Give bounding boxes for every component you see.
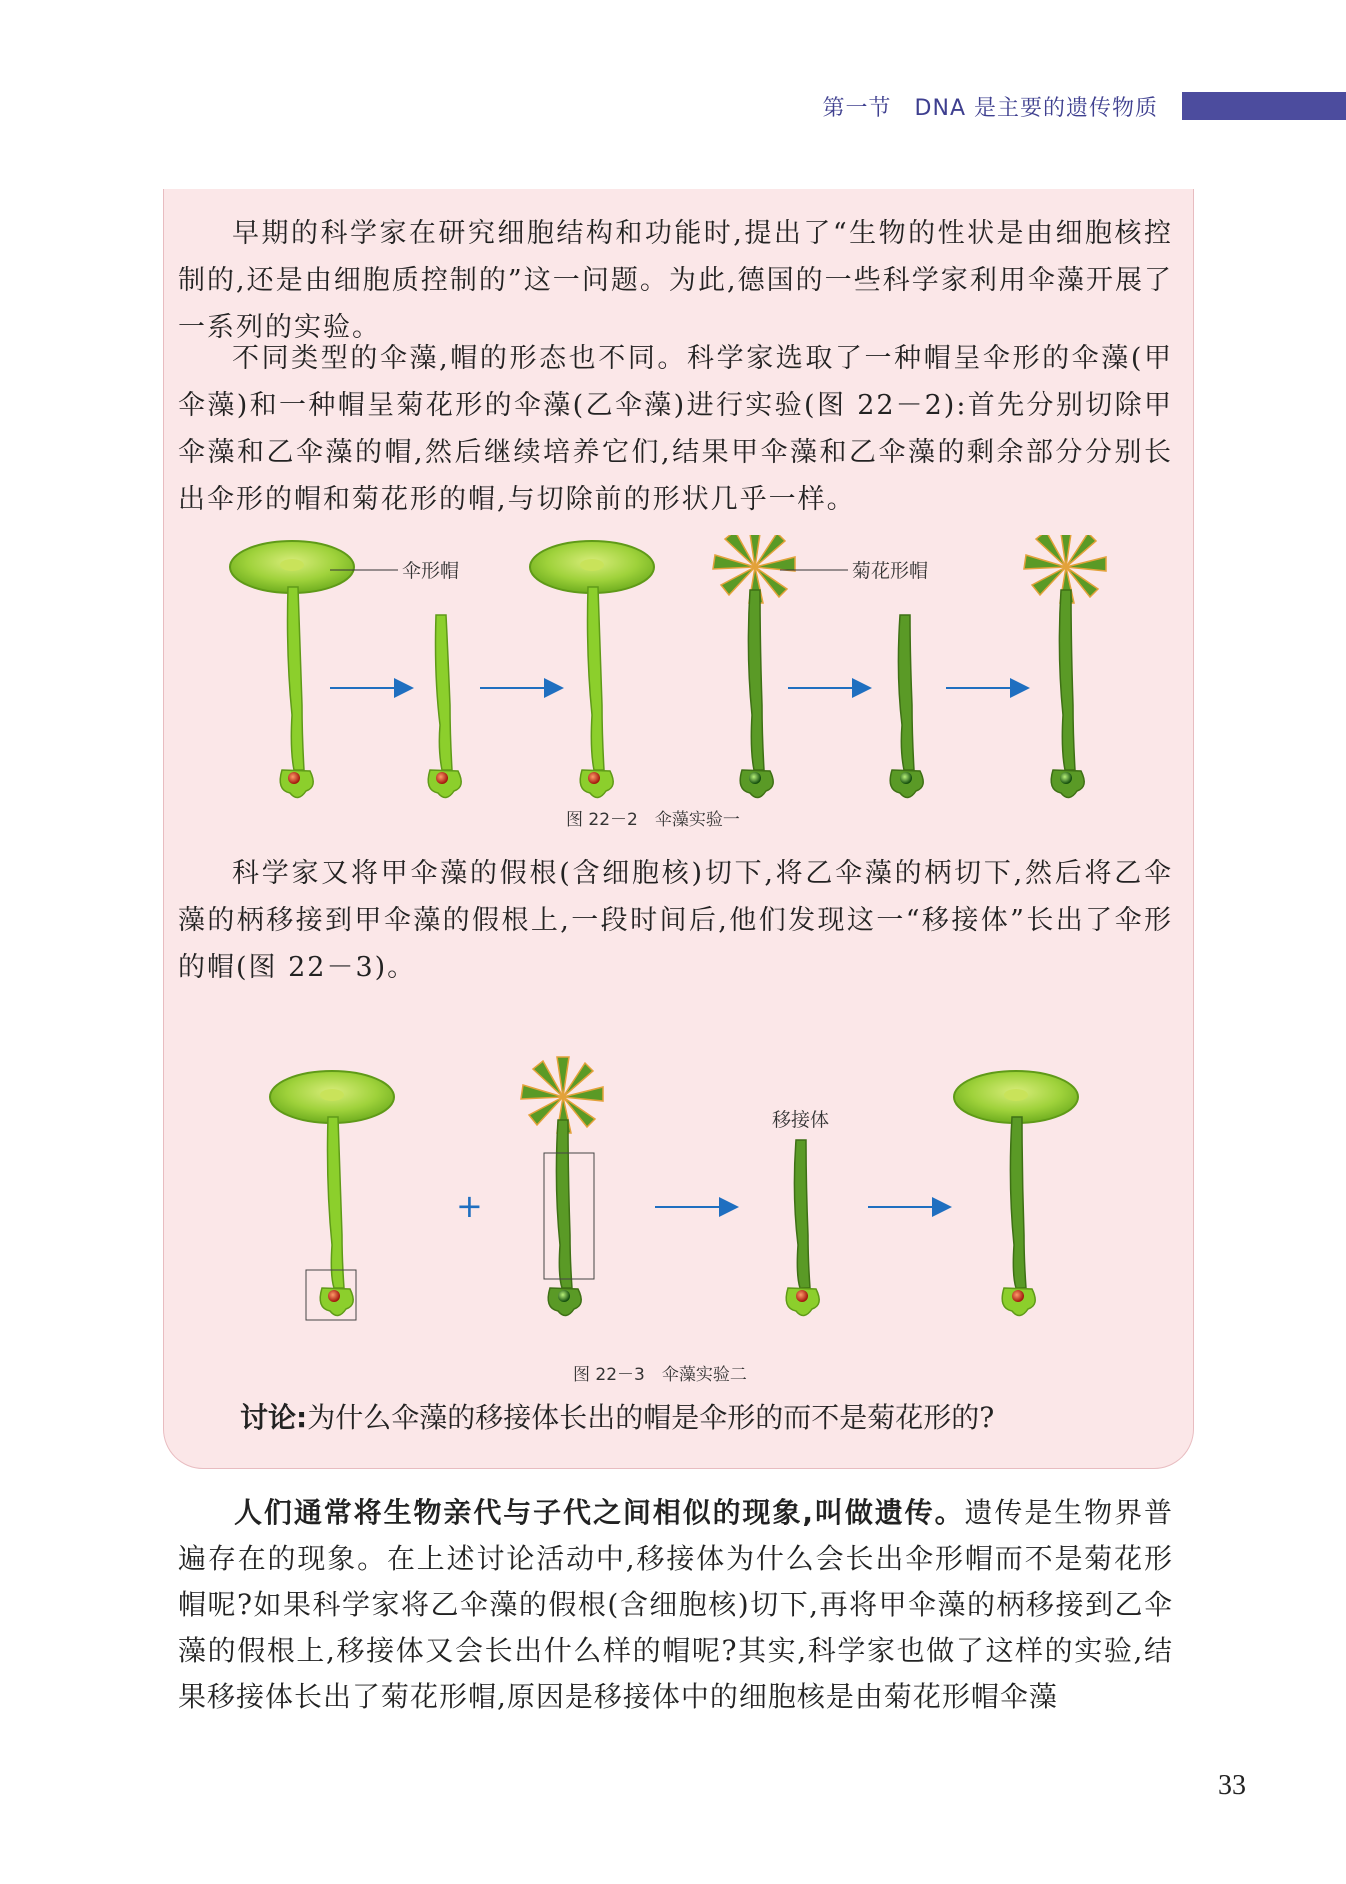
figure-22-3-caption: 图 22－3 伞藻实验二 [573,1365,747,1385]
umbrella-alga-regrown [530,541,654,798]
discussion-label: 讨论: [240,1401,308,1434]
page-number: 33 [1218,1770,1246,1801]
heredity-definition: 人们通常将生物亲代与子代之间相似的现象,叫做遗传。 [234,1496,965,1529]
discussion-question [240,1396,994,1436]
intro-paragraph-1: 早期的科学家在研究细胞结构和功能时,提出了“生物的性状是由细胞核控制的,还是由细胞质控制的”这一问题。为此,德国的一些科学家利用伞藻开展了一系列的实验。 [178,218,1173,343]
umbrella-alga-cut [428,615,461,798]
label-umbrella-cap: 伞形帽 [402,560,460,582]
main-paragraph [178,1490,1173,1720]
graft-result-umbrella [954,1071,1078,1316]
umbrella-alga-donor [270,1071,394,1320]
daisy-alga-regrown [1024,535,1106,798]
intro-paragraph-2: 不同类型的伞藻,帽的形态也不同。科学家选取了一种帽呈伞形的伞藻(甲伞藻)和一种帽呈菊花形的伞藻(乙伞藻)进行实验(图 22－2):首先分别切除甲伞藻和乙伞藻的帽,然后继续培养它们,结果甲伞藻和乙伞藻的剩余部分分别长出伞形的帽和菊花形的帽,与切除前的形状几乎一样。 [178,343,1173,515]
umbrella-alga-intact [230,541,354,798]
header-accent-bar [1182,92,1346,120]
page-header [0,92,1346,126]
intro-paragraph-3: 科学家又将甲伞藻的假根(含细胞核)切下,将乙伞藻的柄切下,然后将乙伞藻的柄移接到甲伞藻的假根上,一段时间后,他们发现这一“移接体”长出了伞形的帽(图 22－3)。 [178,858,1173,983]
plus-sign: + [456,1187,483,1225]
daisy-alga-intact [713,535,795,798]
section-title: 第一节 DNA 是主要的遗传物质 [822,96,1158,121]
figure-22-3 [240,1055,1120,1325]
figure-22-2 [220,535,1140,805]
discussion-text: 为什么伞藻的移接体长出的帽是伞形的而不是菊花形的? [307,1401,995,1434]
label-daisy-cap: 菊花形帽 [852,560,929,582]
daisy-alga-donor [521,1057,603,1316]
graft-body [786,1140,819,1316]
figure-22-2-caption: 图 22－2 伞藻实验一 [566,810,740,830]
label-graft: 移接体 [772,1109,830,1131]
main-paragraph-text: 遗传是生物界普遍存在的现象。在上述讨论活动中,移接体为什么会长出伞形帽而不是菊花形帽呢?如果科学家将乙伞藻的假根(含细胞核)切下,再将甲伞藻的柄移接到乙伞藻的假根上,移接体又会长出什么样的帽呢?其实,科学家也做了这样的实验,结果移接体长出了菊花形帽,原因是移接体中的细胞核是由菊花形帽伞藻 [178,1496,1173,1713]
daisy-alga-cut [890,615,923,798]
